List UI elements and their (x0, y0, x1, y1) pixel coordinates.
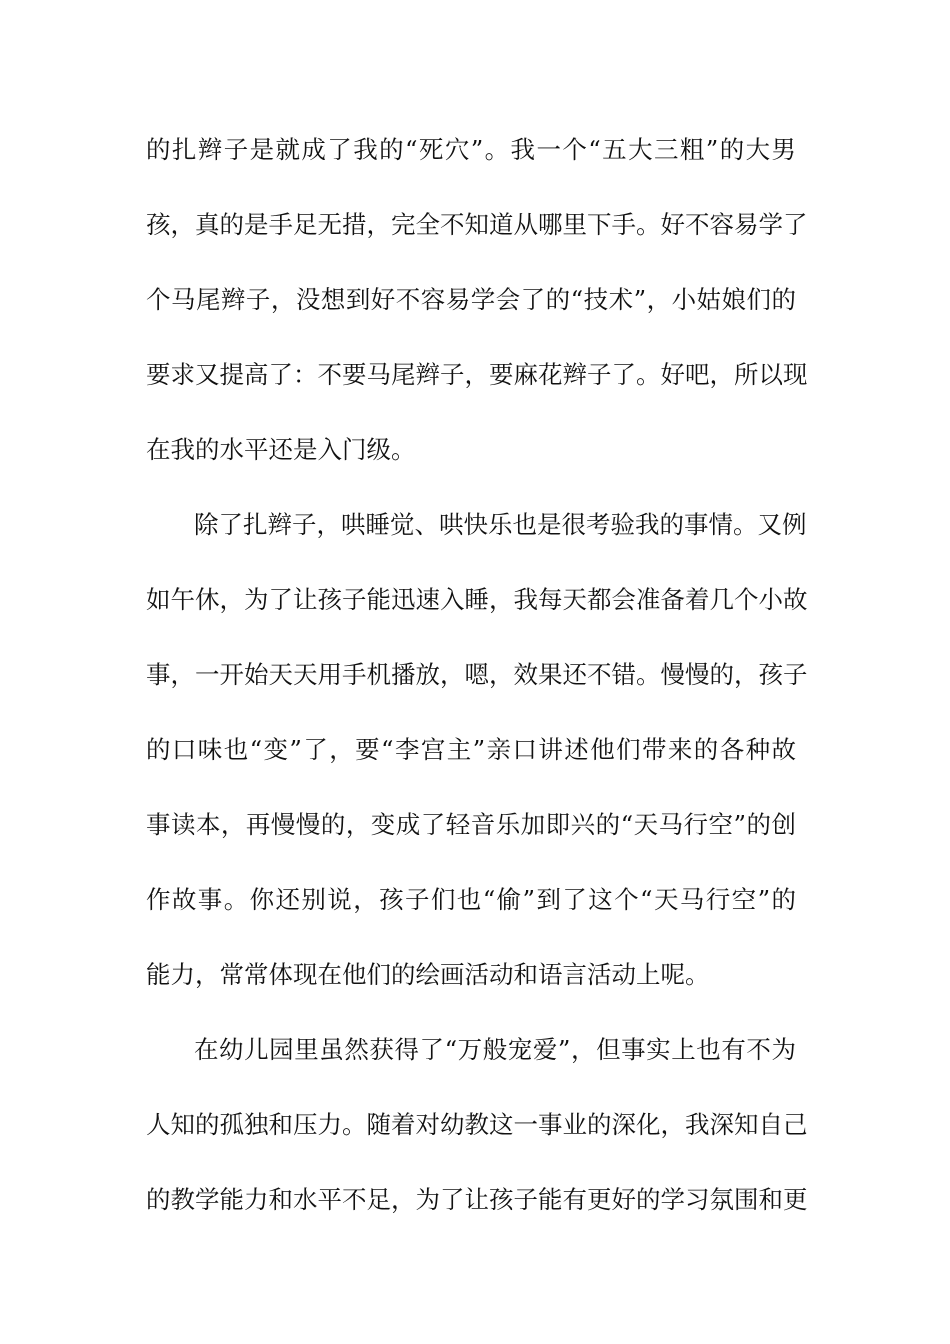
text-line-7: 如午休，为了让孩子能迅速入睡，我每天都会准备着几个小故 (146, 585, 808, 614)
text-line-10: 事读本，再慢慢的，变成了轻音乐加即兴的“天马行空”的创 (146, 810, 796, 839)
text-line-13: 在幼儿园里虽然获得了“万般宠爱”，但事实上也有不为 (194, 1035, 796, 1064)
text-line-3: 个马尾辫子，没想到好不容易学会了的“技术”，小姑娘们的 (146, 285, 796, 314)
text-line-6: 除了扎辫子，哄睡觉、哄快乐也是很考验我的事情。又例 (194, 510, 807, 539)
text-line-9: 的口味也“变”了，要“李宫主”亲口讲述他们带来的各种故 (146, 735, 796, 764)
text-line-4: 要求又提高了：不要马尾辫子，要麻花辫子了。好吧，所以现 (146, 360, 808, 389)
text-line-1: 的扎辫子是就成了我的“死穴”。我一个“五大三粗”的大男 (146, 135, 796, 164)
text-line-2: 孩，真的是手足无措，完全不知道从哪里下手。好不容易学了 (146, 210, 808, 239)
text-line-11: 作故事。你还别说，孩子们也“偷”到了这个“天马行空”的 (146, 885, 796, 914)
text-line-8: 事，一开始天天用手机播放，嗯，效果还不错。慢慢的，孩子 (146, 660, 808, 689)
text-line-12: 能力，常常体现在他们的绘画活动和语言活动上呢。 (146, 960, 710, 989)
text-line-14: 人知的孤独和压力。随着对幼教这一事业的深化，我深知自己 (146, 1110, 808, 1139)
text-line-15: 的教学能力和水平不足，为了让孩子能有更好的学习氛围和更 (146, 1185, 808, 1214)
text-line-5: 在我的水平还是入门级。 (146, 435, 416, 464)
